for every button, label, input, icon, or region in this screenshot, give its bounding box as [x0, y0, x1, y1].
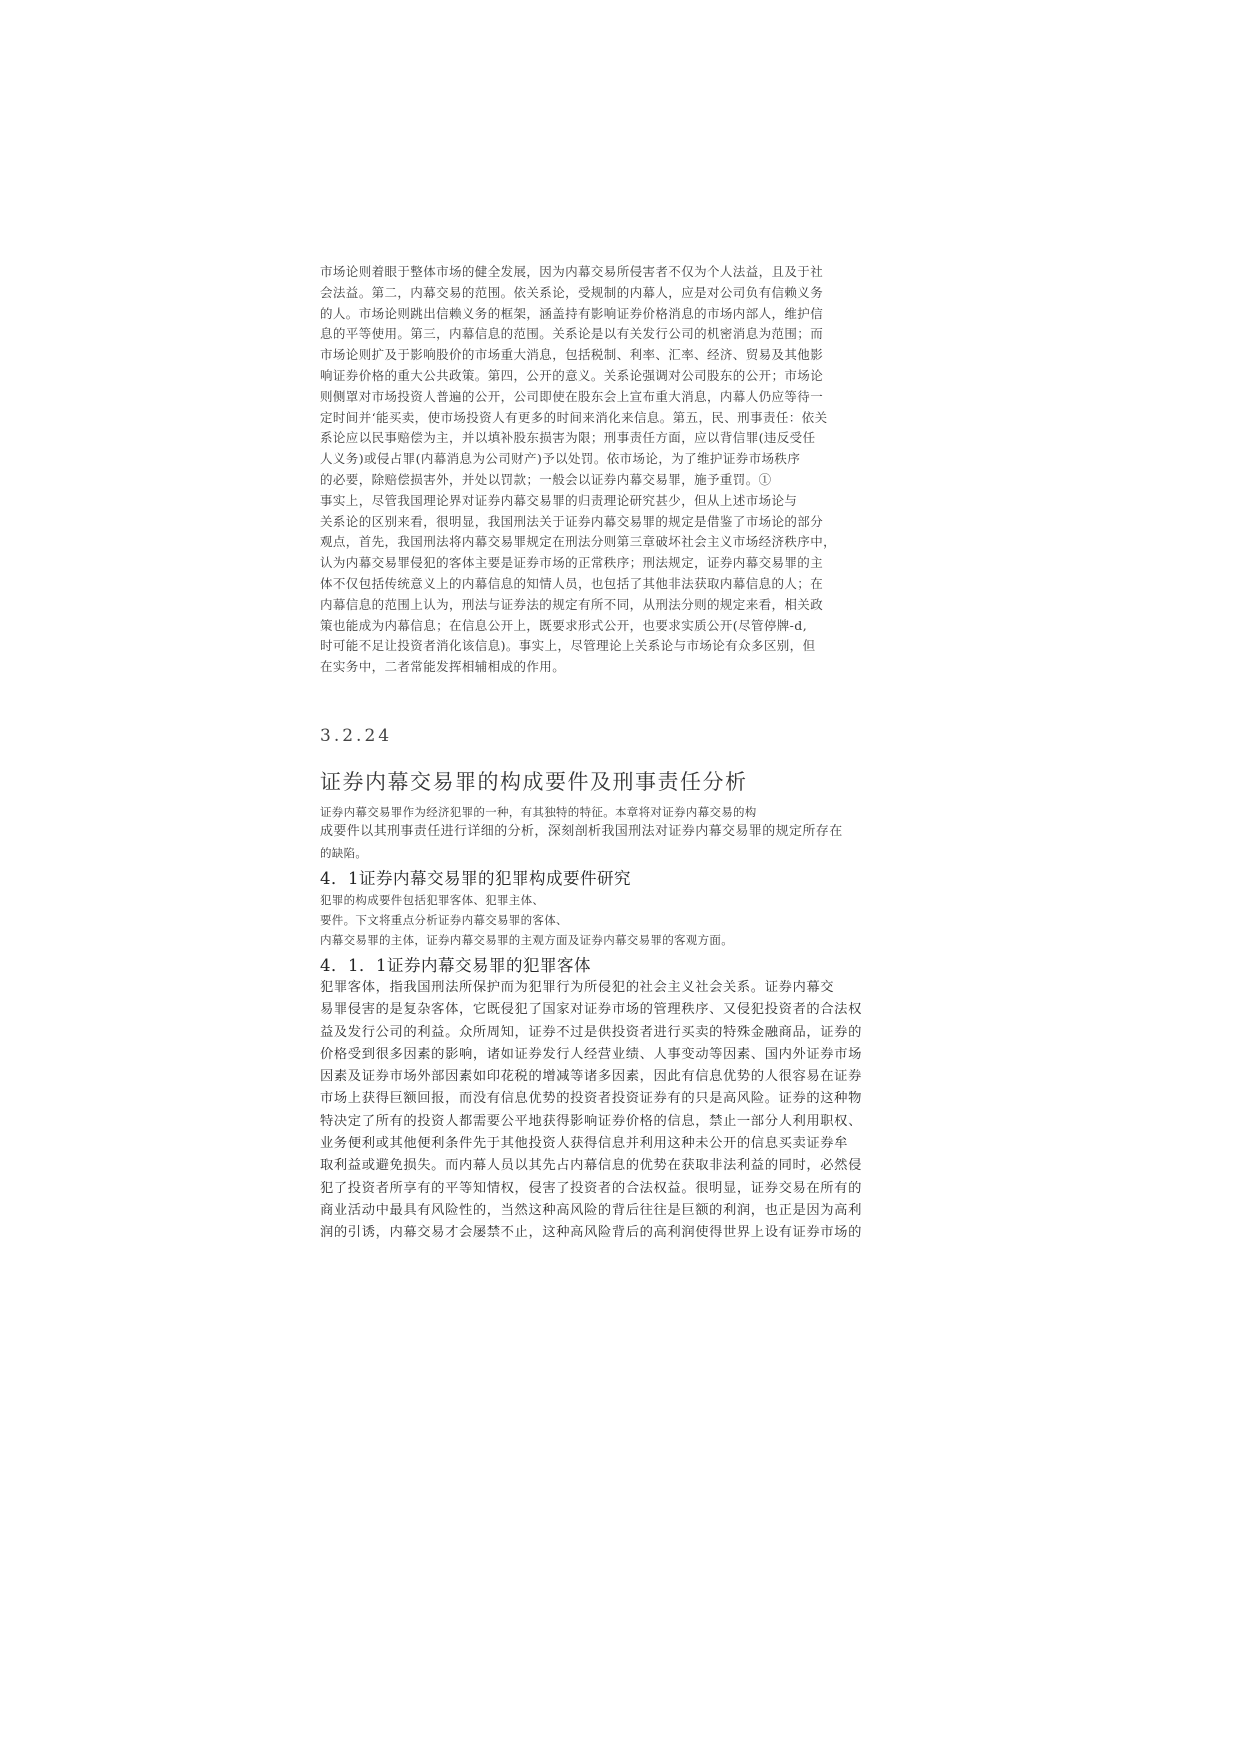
text-line: 的必要，除赔偿损害外，并处以罚款；一般会以证券内幕交易罪，施予重罚。① [320, 471, 772, 487]
text-line: 会法益。第二，内幕交易的范围。依关系论，受规制的内幕人，应是对公司负有信赖义务 [320, 284, 824, 300]
text-line: 成要件以其刑事责任进行详细的分析，深刻剖析我国刑法对证券内幕交易罪的规定所存在 [320, 824, 843, 839]
text-line: 时可能不足让投资者消化该信息)。事实上，尽管理论上关系论与市场论有众多区别，但 [320, 638, 816, 654]
text-line: 业务便利或其他便利条件先于其他投资人获得信息并利用这种未公开的信息买卖证券牟 [320, 1136, 849, 1152]
text-line: 观点，首先，我国刑法将内幕交易罪规定在刑法分则第三章破坏社会主义市场经济秩序中， [320, 534, 837, 550]
chapter-title: 证券内幕交易罪的构成要件及刑事责任分析 [320, 770, 748, 794]
paragraph-market-vs-relation [320, 262, 900, 678]
text-line: 息的平等使用。第三，内幕信息的范围。关系论是以有关发行公司的机密消息为范围；而 [320, 326, 824, 342]
text-line: 价格受到很多因素的影响，诸如证券发行人经营业绩、人事变动等因素、国内外证券市场 [320, 1046, 862, 1062]
text-line: 易罪侵害的是复杂客体，它既侵犯了国家对证券市场的管理秩序、又侵犯投资者的合法权 [320, 1002, 862, 1018]
text-line: 证券内幕交易罪作为经济犯罪的一种，有其独特的特征。本章将对证券内幕交易的构 [320, 805, 757, 819]
section-4-1 [320, 868, 900, 950]
text-line: 要件。下文将重点分析证券内幕交易罪的客体、 [320, 913, 568, 927]
text-line: 事实上，尽管我国理论界对证券内幕交易罪的归责理论研究甚少，但从上述市场论与 [320, 492, 798, 508]
text-line: 的缺陷。 [320, 845, 368, 860]
text-line: 响证券价格的重大公共政策。第四，公开的意义。关系论强调对公司股东的公开；市场论 [320, 367, 824, 383]
text-line: 人义务)或侵占罪(内幕消息为公司财产)予以处罚。依市场论，为了维护证券市场秩序 [320, 451, 801, 467]
text-line: 定时间并‘能买卖，使市场投资人有更多的时间来消化来信息。第五，民、刑事责任：依关 [320, 409, 828, 425]
text-line: 系论应以民事赔偿为主，并以填补股东损害为限；刑事责任方面，应以背信罪(违反受任 [320, 430, 816, 446]
text-line: 认为内幕交易罪侵犯的客体主要是证券市场的正常秩序；刑法规定，证券内幕交易罪的主 [320, 555, 824, 571]
text-line: 体不仅包括传统意义上的内幕信息的知情人员，也包括了其他非法获取内幕信息的人；在 [320, 575, 824, 591]
text-line: 市场论则着眼于整体市场的健全发展，因为内幕交易所侵害者不仅为个人法益，且及于社 [320, 264, 824, 279]
text-line: 润的引诱，内幕交易才会屡禁不止，这种高风险背后的高利润使得世界上设有证券市场的 [320, 1225, 862, 1241]
section-number: 3.2.24 [320, 726, 393, 746]
text-line: 益及发行公司的利益。众所周知，证券不过是供投资者进行买卖的特殊金融商品，证券的 [320, 1024, 862, 1040]
text-line: 犯罪的构成要件包括犯罪客体、犯罪主体、 [320, 893, 545, 907]
text-line: 则侧罩对市场投资人普遍的公开，公司即使在股东会上宣布重大消息，内幕人仍应等待一 [320, 388, 824, 404]
text-line: 的人。市场论则跳出信赖义务的框架，涵盖持有影响证券价格消息的市场内部人，维护信 [320, 305, 824, 321]
text-line: 犯了投资者所享有的平等知情权，侵害了投资者的合法权益。很明显，证券交易在所有的 [320, 1180, 862, 1196]
text-line: 犯罪客体，指我国刑法所保护而为犯罪行为所侵犯的社会主义社会关系。证券内幕交 [320, 980, 835, 995]
text-line: 商业活动中最具有风险性的，当然这种高风险的背后往往是巨额的利润，也正是因为高利 [320, 1202, 862, 1218]
text-line: 特决定了所有的投资人都需要公平地获得影响证券价格的信息，禁止一部分人利用职权、 [320, 1113, 862, 1129]
text-line: 关系论的区别来看，很明显，我国刑法关于证券内幕交易罪的规定是借鉴了市场论的部分 [320, 513, 824, 529]
text-line: 市场上获得巨额回报，而没有信息优势的投资者投资证券有的只是高风险。证券的这种物 [320, 1091, 862, 1107]
text-line: 市场论则扩及于影响股价的市场重大消息，包括税制、利率、汇率、经济、贸易及其他影 [320, 347, 824, 363]
text-line: 策也能成为内幕信息；在信息公开上，既要求形式公开，也要求实质公开(尽管停牌-d, [320, 617, 808, 633]
text-line: 因素及证券市场外部因素如印花税的增减等诸多因素，因此有信息优势的人很容易在证券 [320, 1069, 862, 1085]
text-line: 内幕信息的范围上认为，刑法与证券法的规定有所不同，从刑法分则的规定来看，相关政 [320, 596, 824, 612]
section-4-1-1 [320, 955, 900, 1245]
subsection-heading: 4．1．1证券内幕交易罪的犯罪客体 [320, 956, 591, 975]
text-line: 内幕交易罪的主体，证券内幕交易罪的主观方面及证券内幕交易罪的客观方面。 [320, 933, 733, 947]
chapter-intro [320, 802, 900, 863]
text-line: 在实务中，二者常能发挥相辅相成的作用。 [320, 659, 566, 675]
text-line: 取利益或避免损失。而内幕人员以其先占内幕信息的优势在获取非法利益的同时，必然侵 [320, 1158, 862, 1174]
section-heading: 4．1证券内幕交易罪的犯罪构成要件研究 [320, 869, 631, 888]
